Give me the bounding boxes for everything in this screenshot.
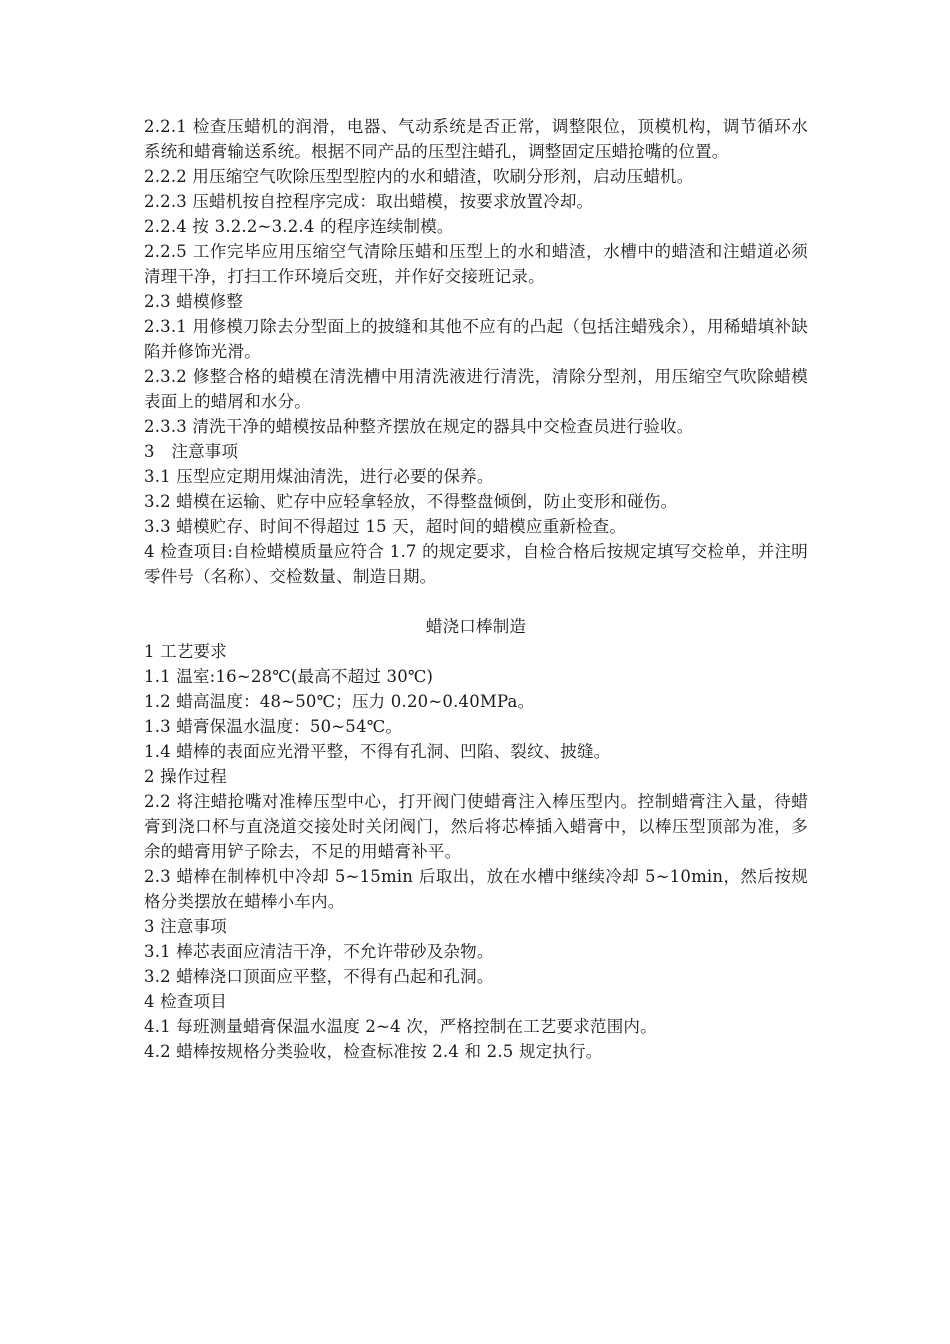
heading-3-notes: 3 注意事项 xyxy=(144,917,227,936)
heading-3: 3 注意事项 xyxy=(144,442,239,461)
paragraph-4-2: 4.2 蜡棒按规格分类验收，检查标准按 2.4 和 2.5 规定执行。 xyxy=(144,1042,603,1061)
paragraph-2-2-2: 2.2.2 用压缩空气吹除压型型腔内的水和蜡渣，吹刷分形剂，启动压蜡机。 xyxy=(144,167,694,186)
paragraph-2-3: 2.3 蜡棒在制棒机中冷却 5~15min 后取出，放在水槽中继续冷却 5~10min，然后按规格分类摆放在蜡棒小车内。 xyxy=(144,867,808,911)
paragraph-2-2-1: 2.2.1 检查压蜡机的润滑，电器、气动系统是否正常，调整限位，顶模机构，调节循环水系统和蜡膏输送系统。根据不同产品的压型注蜡孔，调整固定压蜡抢嘴的位置。 xyxy=(144,117,808,161)
paragraph-4-1: 4.1 每班测量蜡膏保温水温度 2~4 次，严格控制在工艺要求范围内。 xyxy=(144,1017,657,1036)
heading-1: 1 工艺要求 xyxy=(144,642,227,661)
paragraph-2-3-3: 2.3.3 清洗干净的蜡模按品种整齐摆放在规定的器具中交检查员进行验收。 xyxy=(144,417,694,436)
paragraph-1-3: 1.3 蜡膏保温水温度：50~54℃。 xyxy=(144,717,403,736)
section-title: 蜡浇口棒制造 xyxy=(425,617,527,636)
paragraph-1-1: 1.1 温室:16~28℃(最高不超过 30℃) xyxy=(144,667,434,686)
paragraph-3-1: 3.1 压型应定期用煤油清洗，进行必要的保养。 xyxy=(144,467,494,486)
paragraph-4: 4 检查项目:自检蜡模质量应符合 1.7 的规定要求，自检合格后按规定填写交检单，并注明零件号（名称）、交检数量、制造日期。 xyxy=(144,542,808,586)
paragraph-2-2-3: 2.2.3 压蜡机按自控程序完成：取出蜡模，按要求放置冷却。 xyxy=(144,192,594,211)
heading-2-3: 2.3 蜡模修整 xyxy=(144,292,244,311)
paragraph-3-1-b: 3.1 棒芯表面应清洁干净，不允许带砂及杂物。 xyxy=(144,942,494,961)
paragraph-2-2-4: 2.2.4 按 3.2.2~3.2.4 的程序连续制模。 xyxy=(144,217,454,236)
paragraph-2-2-5: 2.2.5 工作完毕应用压缩空气清除压蜡和压型上的水和蜡渣，水槽中的蜡渣和注蜡道必须清理干净，打扫工作环境后交班，并作好交接班记录。 xyxy=(144,242,808,286)
paragraph-2-3-1: 2.3.1 用修模刀除去分型面上的披缝和其他不应有的凸起（包括注蜡残余），用稀蜡填补缺陷并修饰光滑。 xyxy=(144,317,808,361)
paragraph-3-3: 3.3 蜡模贮存、时间不得超过 15 天，超时间的蜡模应重新检查。 xyxy=(144,517,627,536)
paragraph-2-2: 2.2 将注蜡抢嘴对准棒压型中心，打开阀门使蜡膏注入棒压型内。控制蜡膏注入量，待蜡膏到浇口杯与直浇道交接处时关闭阀门，然后将芯棒插入蜡膏中，以棒压型顶部为准，多余的蜡膏用铲子除去，不足的用蜡膏补平。 xyxy=(144,792,808,861)
paragraph-3-2: 3.2 蜡模在运输、贮存中应轻拿轻放，不得整盘倾倒，防止变形和碰伤。 xyxy=(144,492,678,511)
paragraph-2-3-2: 2.3.2 修整合格的蜡模在清洗槽中用清洗液进行清洗，清除分型剂，用压缩空气吹除蜡模表面上的蜡屑和水分。 xyxy=(144,367,808,411)
heading-4: 4 检查项目 xyxy=(144,992,227,1011)
paragraph-1-4: 1.4 蜡棒的表面应光滑平整，不得有孔洞、凹陷、裂纹、披缝。 xyxy=(144,742,611,761)
paragraph-3-2-b: 3.2 蜡棒浇口顶面应平整，不得有凸起和孔洞。 xyxy=(144,967,494,986)
paragraph-1-2: 1.2 蜡高温度：48~50℃；压力 0.20~0.40MPa。 xyxy=(144,692,535,711)
heading-2: 2 操作过程 xyxy=(144,767,227,786)
document-body xyxy=(144,114,808,1064)
